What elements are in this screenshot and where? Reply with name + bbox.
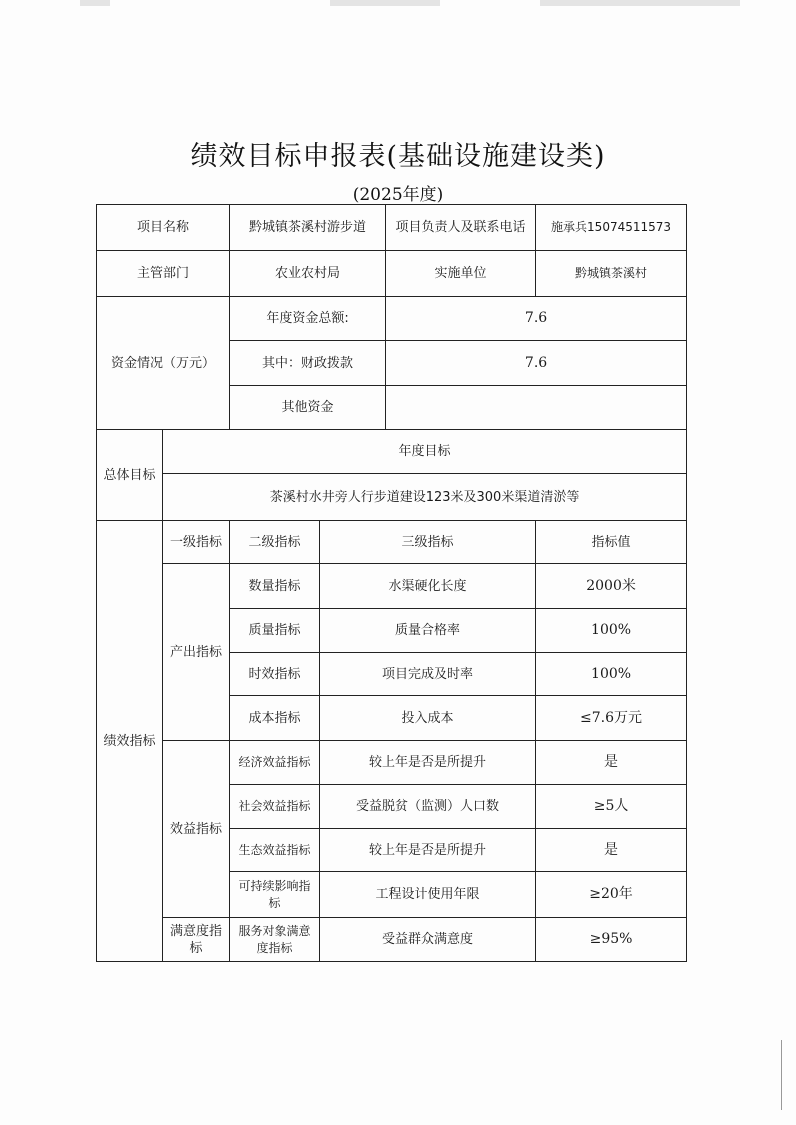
- level2-cell: 成本指标: [230, 696, 320, 741]
- scan-artifact: [330, 0, 440, 6]
- project-row: [97, 205, 687, 251]
- level3-cell: 较上年是否是所提升: [320, 741, 536, 785]
- level2-cell: 质量指标: [230, 609, 320, 653]
- performance-form-table: [96, 204, 687, 962]
- project-name-value: 黔城镇茶溪村游步道: [230, 205, 386, 251]
- indicator-value: 2000米: [536, 564, 687, 609]
- goal-header: 年度目标: [163, 430, 687, 474]
- level3-cell: 受益群众满意度: [320, 918, 536, 962]
- funds-fiscal-value: 7.6: [386, 341, 687, 386]
- level2-cell: 可持续影响指标: [230, 872, 320, 918]
- level2-cell: 数量指标: [230, 564, 320, 609]
- level1-header: 一级指标: [163, 521, 230, 564]
- indicator-value: ≤7.6万元: [536, 696, 687, 741]
- level3-cell: 受益脱贫（监测）人口数: [320, 785, 536, 829]
- level2-cell: 经济效益指标: [230, 741, 320, 785]
- indicator-value: 是: [536, 829, 687, 872]
- level2-cell: 社会效益指标: [230, 785, 320, 829]
- indicator-value: 是: [536, 741, 687, 785]
- funds-total-row: [97, 297, 687, 341]
- indicator-row: [97, 918, 687, 962]
- unit-value: 黔城镇茶溪村: [536, 251, 687, 297]
- funds-total-value: 7.6: [386, 297, 687, 341]
- goal-header-row: [97, 430, 687, 474]
- project-name-label: 项目名称: [97, 205, 230, 251]
- value-header: 指标值: [536, 521, 687, 564]
- indicator-row: [97, 741, 687, 785]
- unit-label: 实施单位: [386, 251, 536, 297]
- dept-label: 主管部门: [97, 251, 230, 297]
- contact-label: 项目负责人及联系电话: [386, 205, 536, 251]
- scan-artifact: [80, 0, 110, 6]
- output-indicator-label: 产出指标: [163, 564, 230, 741]
- level2-cell: 服务对象满意度指标: [230, 918, 320, 962]
- indicator-value: 100%: [536, 653, 687, 696]
- level3-cell: 水渠硬化长度: [320, 564, 536, 609]
- goal-label: 总体目标: [97, 430, 163, 521]
- dept-row: [97, 251, 687, 297]
- scan-artifact: [540, 0, 740, 6]
- contact-value: 施承兵15074511573: [536, 205, 687, 251]
- level3-cell: 较上年是否是所提升: [320, 829, 536, 872]
- funds-other-value: [386, 386, 687, 430]
- indicator-value: 100%: [536, 609, 687, 653]
- goal-text-row: [97, 474, 687, 521]
- performance-label: 绩效指标: [97, 521, 163, 962]
- funds-other-label: 其他资金: [230, 386, 386, 430]
- page-title: 绩效目标申报表(基础设施建设类): [190, 141, 606, 172]
- level3-cell: 质量合格率: [320, 609, 536, 653]
- dept-value: 农业农村局: [230, 251, 386, 297]
- indicator-header-row: [97, 521, 687, 564]
- funds-label: 资金情况（万元）: [97, 297, 230, 430]
- funds-total-label: 年度资金总额:: [230, 297, 386, 341]
- indicator-value: ≥95%: [536, 918, 687, 962]
- scan-edge-line: [781, 1040, 782, 1110]
- satisfaction-indicator-label: 满意度指标: [163, 918, 230, 962]
- level2-cell: 时效指标: [230, 653, 320, 696]
- page-subtitle: (2025年度): [352, 185, 444, 205]
- indicator-value: ≥5人: [536, 785, 687, 829]
- level2-cell: 生态效益指标: [230, 829, 320, 872]
- level3-cell: 工程设计使用年限: [320, 872, 536, 918]
- level3-cell: 投入成本: [320, 696, 536, 741]
- benefit-indicator-label: 效益指标: [163, 741, 230, 918]
- goal-text: 茶溪村水井旁人行步道建设123米及300米渠道清淤等: [163, 474, 687, 521]
- level3-header: 三级指标: [320, 521, 536, 564]
- funds-fiscal-label: 其中：财政拨款: [230, 341, 386, 386]
- level3-cell: 项目完成及时率: [320, 653, 536, 696]
- indicator-row: [97, 564, 687, 609]
- level2-header: 二级指标: [230, 521, 320, 564]
- indicator-value: ≥20年: [536, 872, 687, 918]
